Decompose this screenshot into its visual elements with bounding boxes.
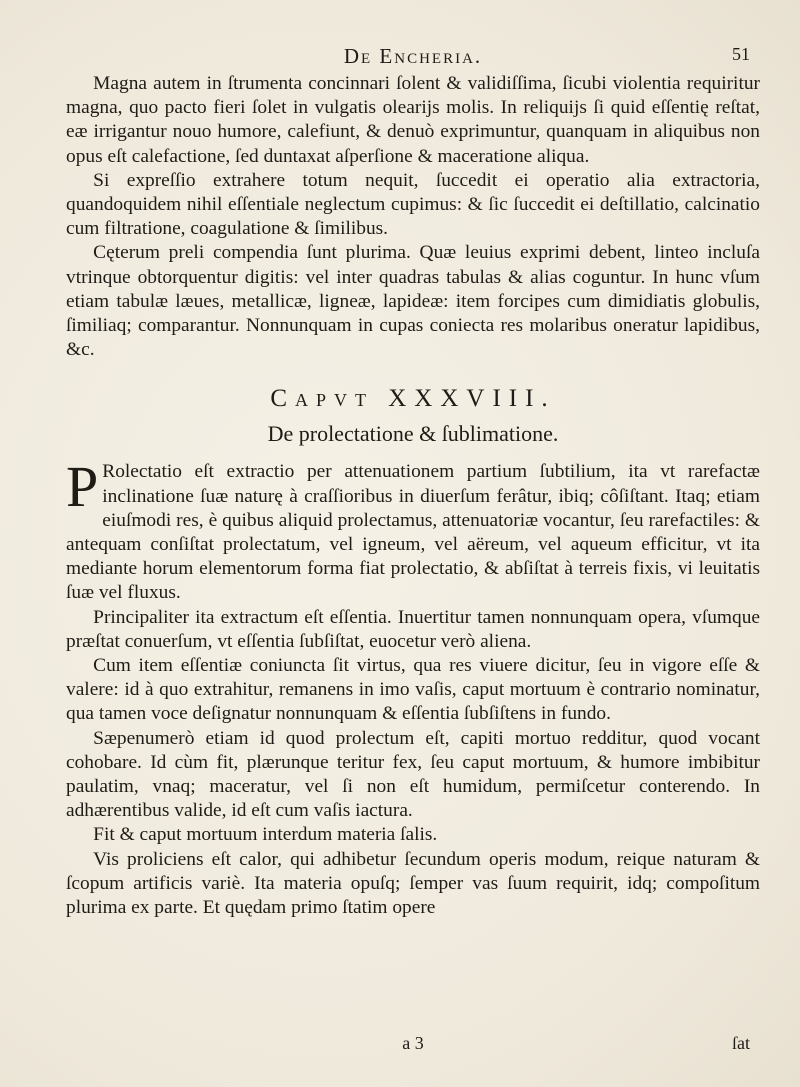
paragraph: Cum item eſſentiæ coniuncta ſit virtus, qua res viuere dicitur, ſeu in vigore eſſe & valere: id à quo extrahitur, remanens in imo vaſis, caput mortuum è contrario nominatur, qua tamen voce deſignatur nonnunquam & eſſentia ſubſiſtens in fundo. [66, 655, 760, 725]
paragraph: Fit & caput mortuum interdum materia ſalis. [93, 824, 438, 846]
paragraph: Cęterum preli compendia ſunt plurima. Quæ leuius exprimi debent, linteo incluſa vtrinque obtorquentur digitis: vel inter quadras tabulas & alias coguntur. In hunc vſum etiam tabulæ læues, metallicæ, ligneæ, lapideæ: item forcipes cum dimidiatis globulis, ſimiliaq; comparantur. Nonnunquam in cupas coniecta res molaribus oneratur lapidibus, &c. [66, 242, 760, 361]
paragraph: Magna autem in ſtrumenta concinnari ſolent & validiſſima, ſicubi violentia requiritur magna, quo pacto fieri ſolet in vulgatis olearijs molis. In reliquijs ſi quid eſſentię reſtat, eæ irrigantur nouo humore, calefiunt, & denuò exprimuntur, quanquam in aliquibus non opus eſt calefactione, ſed duntaxat aſperſione & maceratione aliqua. [66, 73, 760, 167]
body-text [66, 72, 760, 920]
paragraph: Si expreſſio extrahere totum nequit, ſuccedit ei operatio alia extractoria, quandoquidem nihil eſſentiale neglectum cupimus: & ſic ſuccedit ei deſtillatio, calcinatio cum filtratione, coagulatione & ſimilibus. [66, 169, 760, 240]
chapter-subheading: De prolectatione & ſublimatione. [267, 421, 559, 447]
running-head [66, 30, 760, 70]
signature-mark: a 3 [402, 1033, 424, 1053]
first-paragraph-text: Rolectatio eſt extractio per attenuationem partium ſubtilium, ita vt rarefactæ inclinatione ſuæ naturę à craſſioribus in diuerſum ferâtur, ibiq; côſiſtant. Itaq; etiam eiuſmodi res, è quibus aliquid prolectamus, attenuatoriæ vocantur, ſeu rarefactiles: & antequam conſiſtat prolectatum, vel igneum, vel aëreum, vel aqueum efficitur, vt ita mediante horum elementorum forma fiat prolectatio, & abſiſtat à terreis fixis, vi leuitatis ſuæ vel fluxus. [66, 461, 760, 604]
first-paragraph [66, 454, 760, 605]
page-number: 51 [732, 44, 750, 64]
paragraph: Principaliter ita extractum eſt eſſentia. Inuertitur tamen nonnunquam opera, vſumque præſtat conuerſum, vt eſſentia ſubſiſtat, euocetur verò aliena. [66, 606, 760, 652]
signature-line [66, 1033, 760, 1057]
paragraph: Sæpenumerò etiam id quod prolectum eſt, capiti mortuo redditur, quod vocant cohobare. Id cùm fit, plærunque teritur fex, ſeu caput mortuum, & humore imbibitur paulatim, vnaq; maceratur, vel ſi non eſt humidum, permiſcetur conterendo. In adhærentibus valide, id eſt cum vaſis iactura. [66, 727, 760, 822]
catchword: ſat [732, 1033, 750, 1053]
drop-cap-initial: P [66, 454, 99, 520]
paragraph: Vis proliciens eſt calor, qui adhibetur ſecundum operis modum, reique naturam & ſcopum artificis variè. Ita materia opuſq; ſemper vas ſuum requirit, idq; compoſitum plurima ex parte. Et quędam primo ſtatim opere [66, 848, 760, 919]
running-title: De Encheria. [343, 44, 483, 68]
chapter-heading: Capvt XXXVIII. [270, 385, 556, 413]
